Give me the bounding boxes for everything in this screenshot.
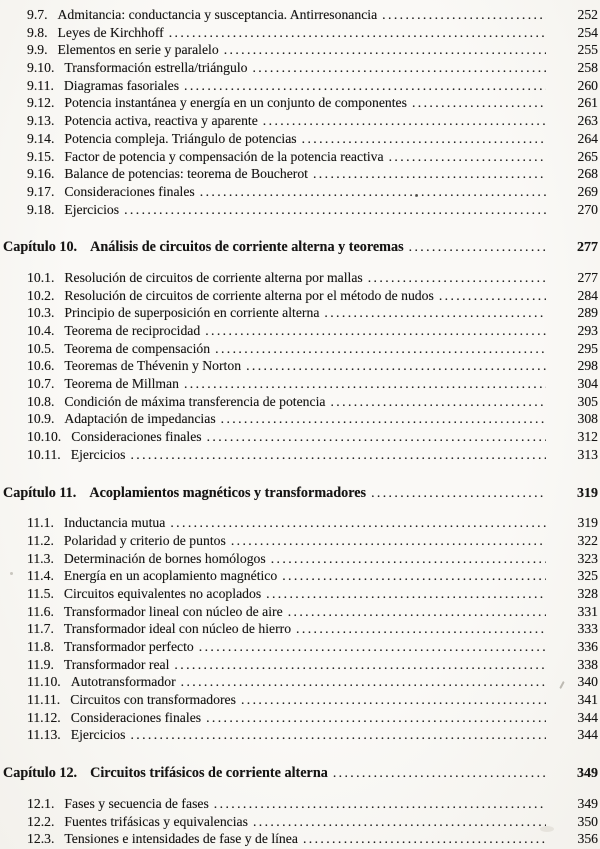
entry-page-number: 325 <box>577 568 598 584</box>
toc-entry <box>3 726 598 744</box>
toc-entry <box>3 357 598 375</box>
entry-title: Transformación estrella/triángulo <box>64 60 248 76</box>
toc-entry <box>3 709 598 727</box>
toc-entry <box>3 603 598 621</box>
chapter-title: Acoplamientos magnéticos y transformadores <box>89 484 367 501</box>
dot-leader <box>176 673 546 691</box>
chapter-label: Capítulo 12. <box>3 765 78 782</box>
toc-entry <box>3 24 598 42</box>
dot-leader <box>201 709 546 727</box>
dot-leader <box>258 112 546 130</box>
entry-number: 11.13. <box>27 727 61 743</box>
dot-leader <box>308 165 546 183</box>
entry-page-number: 319 <box>577 515 598 531</box>
entry-number: 10.3. <box>27 305 55 321</box>
dot-leader <box>210 340 546 358</box>
toc-entry <box>3 148 598 166</box>
toc-entry <box>3 201 598 219</box>
entry-number: 11.6. <box>27 603 54 619</box>
entry-number: 11.9. <box>27 656 54 672</box>
toc-entry <box>3 165 598 183</box>
entry-number: 9.12. <box>27 95 55 111</box>
toc-entry <box>3 269 598 287</box>
chapter-page-number: 349 <box>577 766 598 782</box>
toc-entry <box>3 59 598 77</box>
entry-number: 9.13. <box>27 113 55 129</box>
entry-page-number: 263 <box>577 113 598 129</box>
entry-number: 11.2. <box>27 532 54 548</box>
entry-title: Transformador perfecto <box>63 639 194 654</box>
entry-title: Determinación de bornes homólogos <box>63 550 266 566</box>
chapter-title: Circuitos trifásicos de corriente alterna <box>90 765 328 782</box>
entry-number: 9.16. <box>27 166 55 182</box>
dot-leader <box>241 357 546 375</box>
dot-leader <box>236 691 546 709</box>
dot-leader <box>165 514 546 532</box>
dot-leader <box>283 603 546 621</box>
entry-page-number: 270 <box>577 201 598 217</box>
toc-entry <box>3 656 598 674</box>
dot-leader <box>328 764 546 782</box>
entry-number: 11.1. <box>27 515 54 531</box>
toc-entry <box>3 304 598 322</box>
dot-leader <box>325 393 546 411</box>
entry-number: 9.8. <box>27 24 48 40</box>
dot-leader <box>266 550 546 568</box>
entry-page-number: 322 <box>577 532 598 548</box>
entry-title: Consideraciones finales <box>64 183 195 199</box>
entry-title: Transformador lineal con núcleo de aire <box>63 603 283 619</box>
entry-number: 10.7. <box>27 376 55 392</box>
entry-title: Fases y secuencia de fases <box>64 795 209 811</box>
toc-entry <box>3 428 598 446</box>
dot-leader <box>277 567 546 585</box>
toc-entry <box>3 620 598 638</box>
chapter-label: Capítulo 11. <box>3 484 77 501</box>
dot-leader <box>200 322 546 340</box>
dot-leader <box>261 585 546 603</box>
entry-title: Polaridad y criterio de puntos <box>63 532 226 548</box>
entry-number: 10.1. <box>27 269 55 285</box>
entry-page-number: 350 <box>577 813 598 829</box>
entry-number: 9.11. <box>27 77 54 93</box>
entry-number: 11.4. <box>27 568 54 584</box>
entry-title: Potencia activa, reactiva y aparente <box>64 113 258 129</box>
entry-title: Teorema de reciprocidad <box>64 323 201 338</box>
toc-entry <box>3 830 598 848</box>
entry-title: Diagramas fasoriales <box>63 77 180 93</box>
entry-number: 9.15. <box>27 148 55 164</box>
entry-page-number: 265 <box>577 148 598 164</box>
entry-title: Potencia instantánea y energía en un conjunto de componentes <box>64 95 407 111</box>
entry-title: Leyes de Kirchhoff <box>57 24 164 40</box>
entry-number: 9.7. <box>27 7 48 22</box>
dot-leader <box>377 6 546 24</box>
dot-leader <box>202 428 546 446</box>
entry-number: 9.17. <box>27 183 55 199</box>
toc-entry <box>3 532 598 550</box>
entry-page-number: 258 <box>577 60 598 76</box>
chapter-page-number: 277 <box>577 240 598 256</box>
toc-entry <box>3 446 598 464</box>
entry-number: 12.1. <box>27 795 55 811</box>
toc-entry <box>3 795 598 813</box>
entry-title: Principio de superposición en corriente alterna <box>64 305 320 321</box>
entry-page-number: 331 <box>577 603 598 619</box>
entry-title: Teorema de Millman <box>64 376 179 392</box>
dot-leader <box>219 41 546 59</box>
toc-entry <box>3 550 598 568</box>
entry-page-number: 340 <box>577 674 598 690</box>
toc-entry <box>3 691 598 709</box>
toc-entry <box>3 183 598 201</box>
toc-entry <box>3 393 598 411</box>
entry-page-number: 349 <box>577 795 598 811</box>
dot-leader <box>434 287 546 305</box>
entry-title: Tensiones e intensidades de fase y de línea <box>64 831 298 847</box>
toc-entry <box>3 6 598 24</box>
toc-entry <box>3 410 598 428</box>
entry-title: Resolución de circuitos de corriente alterna por mallas <box>64 269 363 285</box>
dot-leader <box>125 726 546 744</box>
dot-leader <box>248 813 546 831</box>
dot-leader <box>164 24 546 42</box>
toc-entry <box>3 41 598 59</box>
toc-entry <box>3 514 598 532</box>
entry-page-number: 269 <box>577 183 598 199</box>
dot-leader <box>119 201 546 219</box>
entry-page-number: 261 <box>577 95 598 111</box>
toc-entry <box>3 130 598 148</box>
toc-entry <box>3 375 598 393</box>
dot-leader <box>291 620 546 638</box>
entry-title: Admitancia: conductancia y susceptancia. Antirresonancia <box>57 7 378 22</box>
dot-leader <box>404 238 546 256</box>
toc-entry <box>3 567 598 585</box>
entry-page-number: 304 <box>577 376 598 392</box>
entry-page-number: 298 <box>577 358 598 374</box>
chapter-heading <box>3 238 598 256</box>
chapter-title: Análisis de circuitos de corriente alterna y teoremas <box>90 239 404 256</box>
entry-number: 11.7. <box>27 621 54 637</box>
entry-page-number: 295 <box>577 340 598 356</box>
entry-number: 10.9. <box>27 411 55 427</box>
chapter-heading <box>3 764 598 782</box>
toc-entry <box>3 585 598 603</box>
entry-page-number: 341 <box>577 692 598 708</box>
entry-number: 10.8. <box>27 393 55 409</box>
entry-page-number: 308 <box>577 411 598 427</box>
entry-title: Autotransformador <box>70 674 176 690</box>
entry-title: Transformador ideal con núcleo de hierro <box>63 621 292 637</box>
entry-page-number: 277 <box>577 269 598 285</box>
toc-entry <box>3 673 598 691</box>
entry-page-number: 268 <box>577 166 598 182</box>
entry-page-number: 255 <box>577 42 598 58</box>
entry-title: Resolución de circuitos de corriente alterna por el método de nudos <box>64 287 434 303</box>
entry-page-number: 264 <box>577 130 598 146</box>
entry-number: 12.3. <box>27 831 55 847</box>
entry-number: 11.12. <box>27 709 61 725</box>
dot-leader <box>195 183 546 201</box>
entry-title: Fuentes trifásicas y equivalencias <box>64 813 248 829</box>
entry-page-number: 328 <box>577 585 598 601</box>
dot-leader <box>194 638 546 656</box>
entry-title: Potencia compleja. Triángulo de potencias <box>64 130 297 146</box>
entry-title: Transformador real <box>63 656 170 672</box>
entry-page-number: 323 <box>577 550 598 566</box>
entry-title: Balance de potencias: teorema de Boucherot <box>64 166 308 182</box>
entry-page-number: 344 <box>577 709 598 725</box>
entry-title: Elementos en serie y paralelo <box>57 42 219 58</box>
dot-leader <box>125 446 546 464</box>
toc-entry <box>3 813 598 831</box>
entry-title: Consideraciones finales <box>71 429 202 445</box>
chapter-label: Capítulo 10. <box>3 239 78 256</box>
toc-entry <box>3 77 598 95</box>
entry-page-number: 336 <box>577 639 598 654</box>
toc-entry <box>3 322 598 340</box>
entry-number: 11.10. <box>27 674 61 690</box>
toc-entry <box>3 340 598 358</box>
entry-number: 9.10. <box>27 60 55 76</box>
entry-number: 9.14. <box>27 130 55 146</box>
dot-leader <box>407 94 546 112</box>
dot-leader <box>363 269 546 287</box>
entry-page-number: 333 <box>577 621 598 637</box>
toc-list <box>3 6 598 848</box>
entry-title: Adaptación de impedancias <box>64 411 216 427</box>
entry-page-number: 289 <box>577 305 598 321</box>
entry-title: Teorema de compensación <box>64 340 211 356</box>
dot-leader <box>169 656 546 674</box>
entry-number: 9.18. <box>27 201 55 217</box>
entry-number: 10.6. <box>27 358 55 374</box>
entry-number: 10.2. <box>27 287 55 303</box>
entry-title: Ejercicios <box>64 201 120 217</box>
entry-page-number: 344 <box>577 727 598 743</box>
dot-leader <box>179 375 546 393</box>
entry-page-number: 260 <box>577 77 598 93</box>
entry-number: 11.3. <box>27 550 54 566</box>
chapter-page-number: 319 <box>577 485 598 501</box>
entry-page-number: 313 <box>577 446 598 462</box>
dot-leader <box>209 795 546 813</box>
entry-page-number: 338 <box>577 656 598 672</box>
entry-title: Energía en un acoplamiento magnético <box>63 568 278 584</box>
entry-number: 10.10. <box>27 429 62 445</box>
entry-number: 10.5. <box>27 340 55 356</box>
entry-title: Circuitos equivalentes no acoplados <box>63 585 262 601</box>
dot-leader <box>297 130 546 148</box>
entry-number: 10.11. <box>27 446 61 462</box>
entry-title: Teoremas de Thévenin y Norton <box>64 358 242 374</box>
toc-entry <box>3 94 598 112</box>
entry-number: 11.11. <box>27 692 61 708</box>
entry-number: 12.2. <box>27 813 55 829</box>
dot-leader <box>366 484 546 502</box>
entry-number: 10.4. <box>27 323 55 338</box>
chapter-heading <box>3 484 598 502</box>
dot-leader <box>179 77 546 95</box>
entry-title: Ejercicios <box>70 727 126 743</box>
entry-number: 11.5. <box>27 585 54 601</box>
entry-title: Factor de potencia y compensación de la potencia reactiva <box>64 148 384 164</box>
entry-title: Circuitos con transformadores <box>70 692 236 708</box>
entry-title: Inductancia mutua <box>63 515 166 531</box>
dot-leader <box>319 304 546 322</box>
entry-page-number: 305 <box>577 393 598 409</box>
entry-page-number: 284 <box>577 287 598 303</box>
toc-entry <box>3 638 598 656</box>
dot-leader <box>247 59 546 77</box>
entry-page-number: 312 <box>577 429 598 445</box>
entry-title: Condición de máxima transferencia de potencia <box>64 393 326 409</box>
dot-leader <box>226 532 546 550</box>
entry-page-number: 254 <box>577 24 598 40</box>
dot-leader <box>216 410 546 428</box>
entry-number: 9.9. <box>27 42 48 58</box>
toc-entry <box>3 112 598 130</box>
entry-title: Ejercicios <box>70 446 126 462</box>
entry-title: Consideraciones finales <box>70 709 202 725</box>
entry-page-number: 252 <box>577 7 598 22</box>
toc-entry <box>3 287 598 305</box>
entry-number: 11.8. <box>27 639 54 654</box>
entry-page-number: 293 <box>577 323 598 338</box>
dot-leader <box>298 830 546 848</box>
entry-page-number: 356 <box>577 831 598 847</box>
dot-leader <box>384 148 546 166</box>
